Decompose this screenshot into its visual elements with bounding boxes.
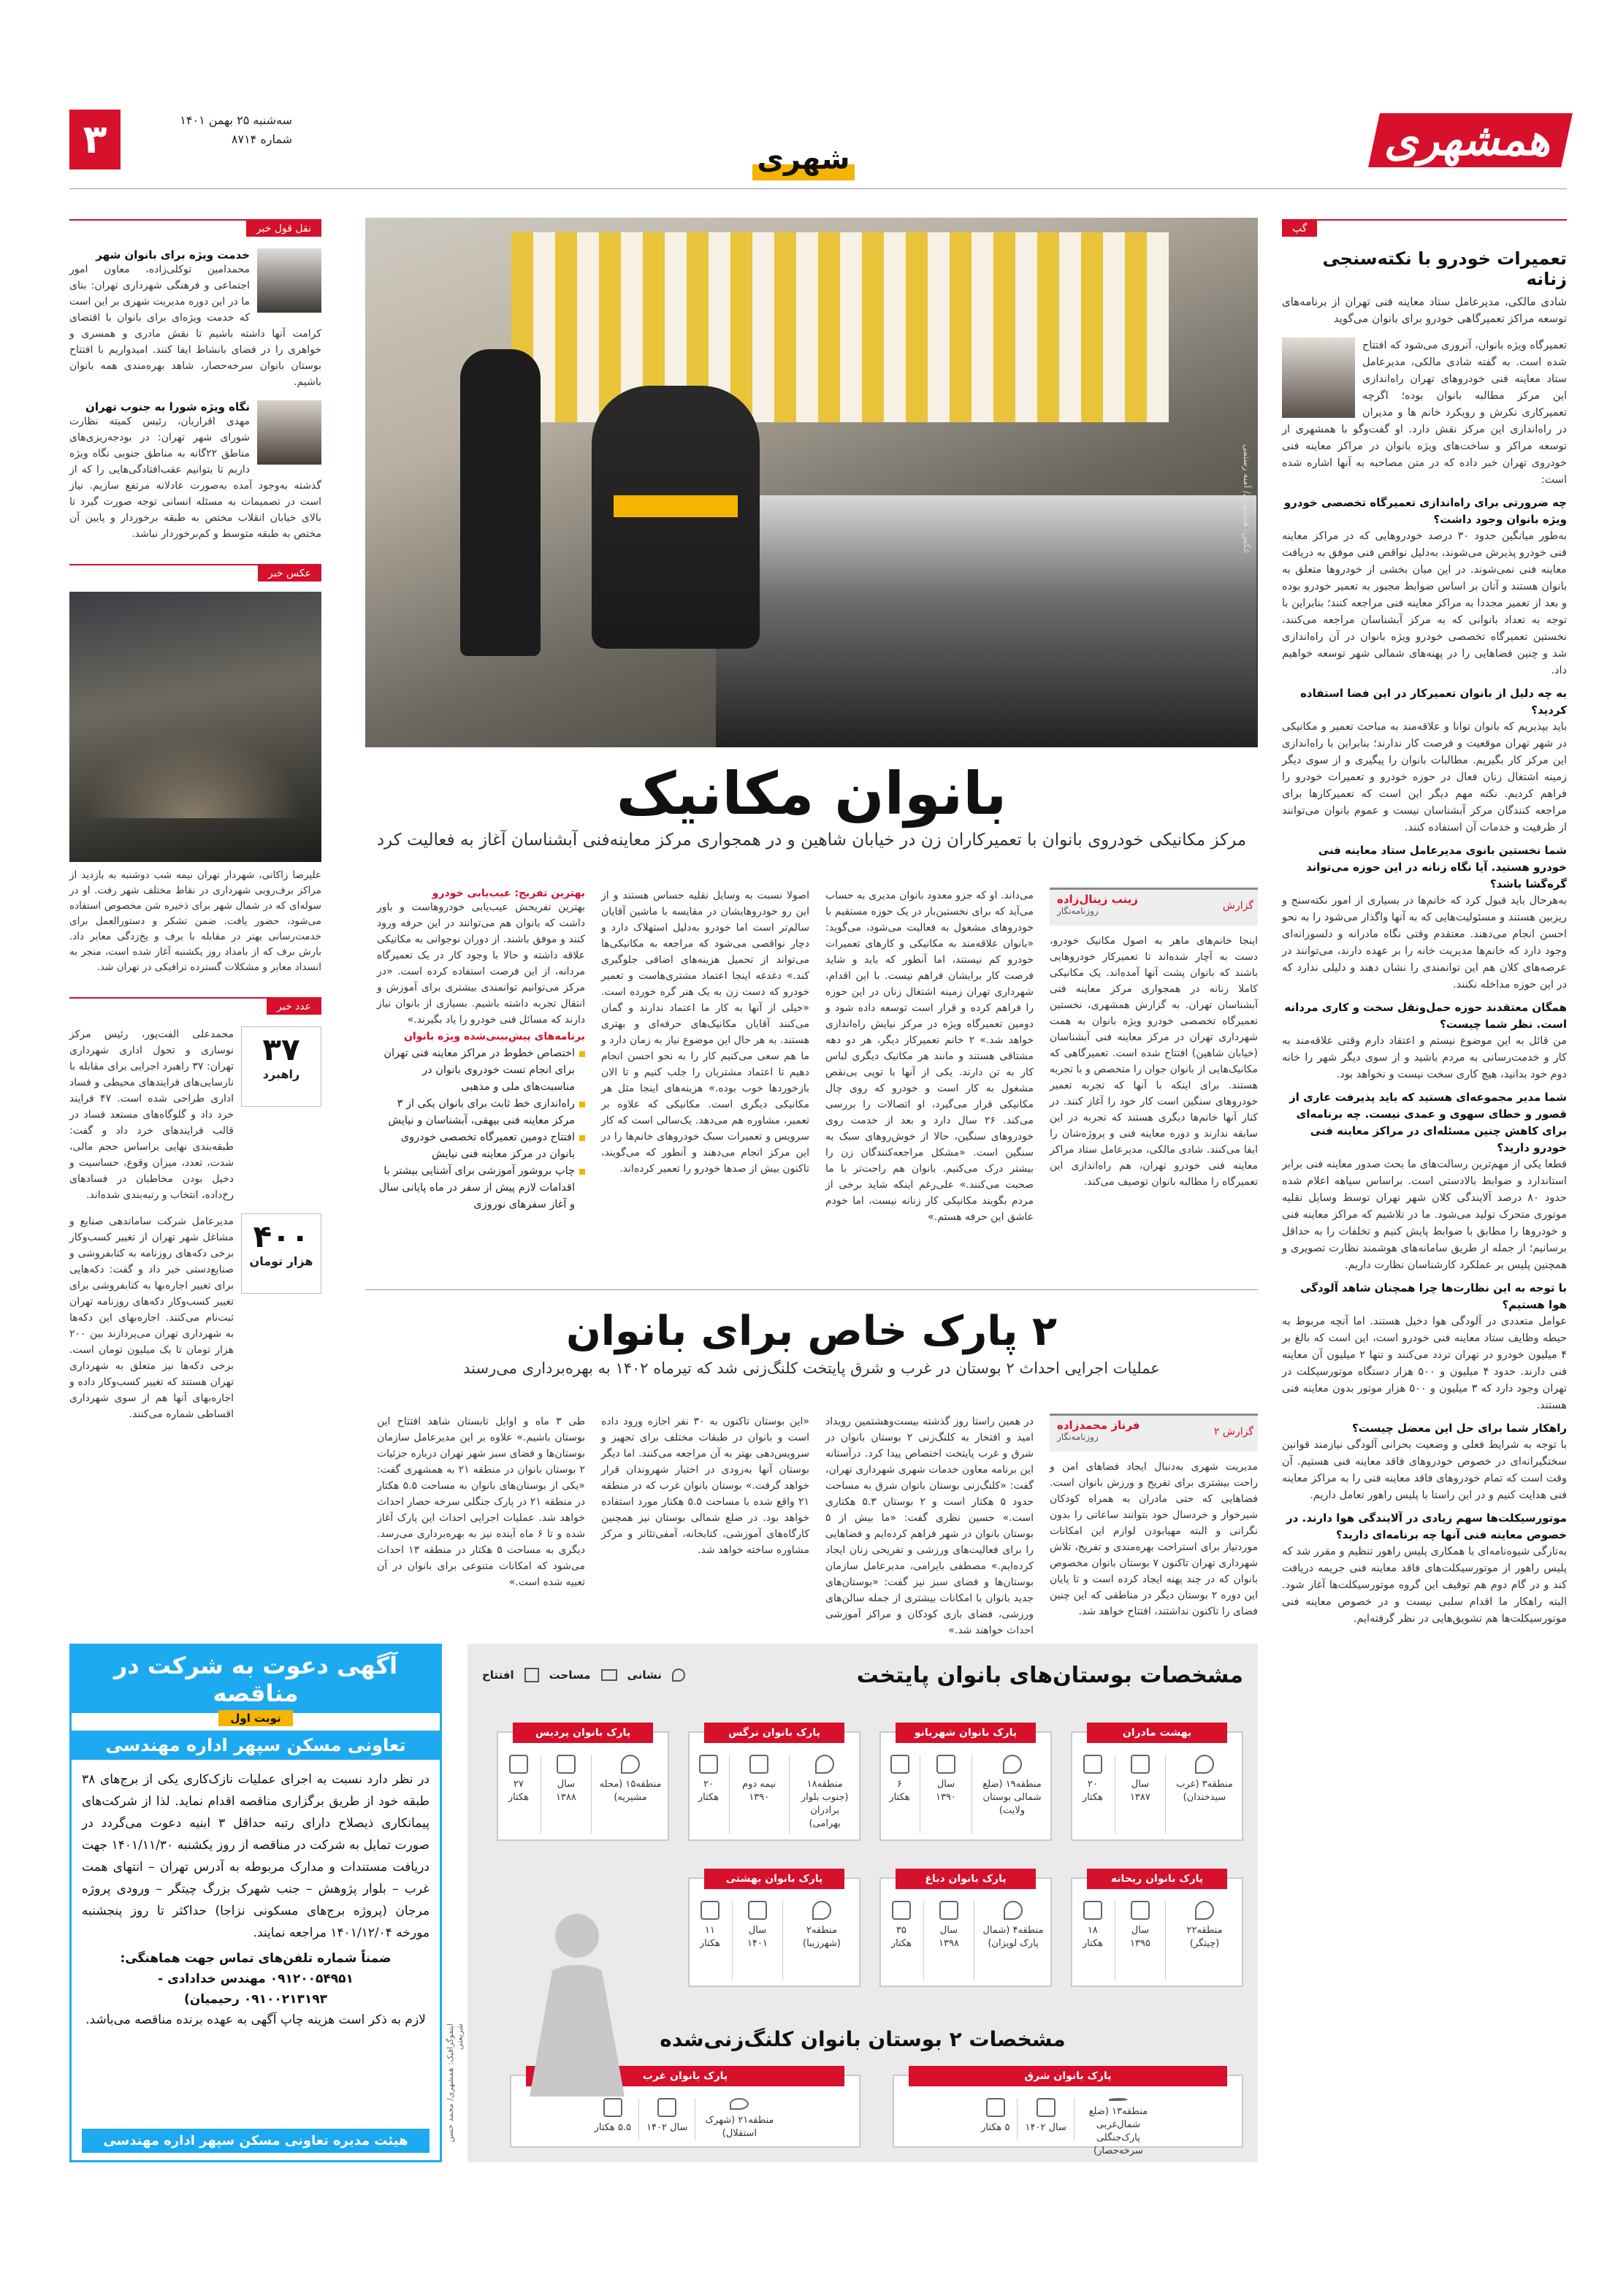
pin-icon — [1003, 1755, 1022, 1774]
park-area-col — [1078, 1901, 1107, 1980]
area-icon — [1083, 1901, 1102, 1920]
pin-icon — [815, 1755, 834, 1774]
calendar-icon — [936, 1755, 955, 1774]
park-col-text: طی ۳ ماه و اوایل تابستان شاهد افتتاح این بوستان باشیم.» علاوه بر این مدیرعامل سازمان بوستان‌ها و فضای سبز شهر تهران درباره جزئیات ۲ بوستان بانوان در منطقه ۲۱ به همشهری گفت: «یکی از بوستان‌های بانوان به مساحت ۵.۵ هکتار در منطقه ۲۱ در پارک جنگلی سرخه حصار احداث خواهد شد. عملیات اجرایی احداث این پارک آغاز شده و تا ۶ ماه آینده نیز به بهره‌برداری می‌رسد. دیگری به مساحت ۵ هکتار در منطقه ۱۳ احداث می‌شود که امکانات متنوعی برای بانوان در آن تعبیه شده است.» — [377, 1416, 586, 1588]
park-details — [695, 1755, 853, 1834]
pin-icon — [730, 2098, 749, 2110]
park-details — [900, 2098, 1236, 2156]
park-year-col — [737, 1755, 782, 1834]
legend-area-icon — [601, 1669, 617, 1681]
info-legend — [482, 1668, 685, 1682]
main-subhead: مرکز مکانیکی خودروی بانوان با تعمیرکاران زن در خیابان شاهین و در همجواری مرکز معاینه‌فنی آبشناسان آغاز به فعالیت کرد — [376, 831, 1247, 850]
park-name: پارک بانوان شرق — [909, 2066, 1227, 2086]
park-address-col — [1082, 2098, 1155, 2156]
interview-title: تعمیرات خودرو با نکته‌سنجی زنانه — [1322, 248, 1567, 289]
col4-heading: بهترین تفریح: عیب‌یابی خودرو — [432, 888, 585, 899]
separator — [732, 1901, 733, 1980]
qa-question: شما مدیر مجموعه‌ای هستید که باید پذیرفت عاری از قصور و خطای سهوی و عمدی نیست. چه برنامه‌ای برای کاهش چنین مسئله‌ای در مراکز معاینه فنی خودرو دارید؟ — [1289, 1091, 1567, 1154]
park-area-col — [887, 1755, 912, 1834]
program-item: راه‌اندازی خط ثابت برای بانوان یکی از ۳ مرکز معاینه فنی بیهقی، آبشناسان و نیایش — [377, 1096, 585, 1129]
park-year: سال ۱۳۹۸ — [938, 1925, 959, 1949]
park-year-col — [928, 1755, 964, 1834]
quote-tag-bar — [69, 219, 321, 238]
park-year-col — [1123, 1755, 1158, 1834]
main-col-1 — [1050, 888, 1258, 1275]
ad-contact-label: ضمناً شماره تلفن‌های تماس جهت هماهنگی: — [120, 1951, 392, 1966]
park-col-text: «این بوستان تاکنون به ۳۰ نفر اجازه ورود داده است و بانوان در طبقات مختلف برای تجهیز و سرویس‌دهی بهتر به آن مراجعه می‌کنند. اما دیگر بوستان آنها به‌زودی در اختیار شهروندان قرار خواهد گرفت.» بوستان بانوان غرب که در منطقه ۲۱ واقع شده با مساحت ۵.۵ هکتار مورد استفاده خواهد بود. در ضلع شمالی بوستان نیز همچنین کارگاه‌های آموزشی، کتابخانه، آمفی‌تئاتر و مرکز مشاوره ساخته خواهد شد. — [601, 1416, 809, 1556]
park-address-col — [790, 1901, 853, 1980]
park-name: پارک بانوان دباغ — [896, 1869, 1036, 1889]
park-col-text: در همین راستا روز گذشته بیست‌و‌هشتمین رویداد امید و افتخار به کلنگ‌زنی ۲ بوستان بانوان در شرق و غرب پایتخت اختصاص پیدا کرد. درآستانه این برنامه معاون خدمات شهری شهرداری تهران، گفت: «کلنگ‌زنی بوستان بانوان شرق به مساحت حدود ۵ هکتار است و ۲ بوستان ۵.۳ هکتاری است.» حسین نظری گفت: «ما بیش از ۵ بوستان بانوان در شهر فراهم کرده‌ایم و فضاهایی را برای فعالیت‌های ورزشی و تفریحی زنان ایجاد کرده‌ایم.» مصطفی بایرامی، مدیرعامل سازمان بوستان‌ها و فضای سبز نیز گفت: «بوستان‌های جدید بانوان با امکانات بیشتری از جمله سالن‌های ورزشی، فضای بازی کودکان و مراکز آموزشی احداث خواهند شد.» — [825, 1416, 1034, 1636]
park-year: سال ۱۴۰۱ — [747, 1925, 768, 1949]
main-col-text: اصولا نسبت به وسایل نقلیه حساس هستند و از این رو خودروهایشان در مقایسه با ماشین آقایان سالم‌تر است اما خودرو به‌دلیل استهلاک دارد و دچار نواقصی می‌شود که مراجعه به مکانیکی‌ها می‌تواند از تحمیل هزینه‌های اضافی جلوگیری کند.» دغدغه اینجا اعتماد مشتری‌هاست و تعمیر خودرو که دست زن به یک هنر گره خورده است. «خیلی از آنها به کار ما اعتماد ندارند و گمان می‌کنند آقایان مکانیک‌های حرفه‌ای و بهتری هستند. به هر حال این موضوع نیاز به زمان دارد و ما هم سعی می‌کنیم کار را به نحو احسن انجام دهیم تا اعتماد مشتریان را جلب کنیم و تا الان بازخوردها خوب بوده.» هزینه‌های اینجا مثل هر مکانیکی دیگری است. مکانیکی که علاوه بر تعمیر، مشاوره هم می‌دهد. یک‌سالی است که کار سرویس و تعمیرات سبک خودروهای خانم‌ها را در این مرکز انجام می‌دهند و آنطور که می‌گویند، تاکنون بیش از صدها خودرو را تعمیر کرده‌اند. — [601, 890, 809, 1175]
park-year: سال ۱۴۰۲ — [1025, 2122, 1066, 2133]
ad-phone-2: ۰۹۱۰۰۲۱۳۱۹۳ رحیمیان) — [183, 1992, 328, 2007]
park-address: منطقه۲ (شهرزیبا) — [803, 1925, 841, 1949]
park-byline-box — [1050, 1414, 1258, 1452]
story-tag: گزارش — [1222, 900, 1253, 912]
photo-shelves — [511, 232, 1169, 422]
qa-question: موتورسیکلت‌ها سهم زیادی در آلایندگی هوا دارند. در خصوص معاینه فنی آنها چه برنامه‌ای دارید؟ — [1286, 1511, 1567, 1541]
park-area-col — [1078, 1755, 1107, 1834]
park-col-text: مدیریت شهری به‌دنبال ایجاد فضاهای امن و راحت بیشتری برای تفریح و ورزش بانوان است. فضاهایی که حتی مادران به همراه کودکان شیرخوار و خردسال خود بتوانند ساعاتی را بدون نگرانی و البته مهیابودن لوازم این امکانات مورد‌نیاز برای استراحت بهره‌مندی و تفریح، تلاش شهرداری تهران تاکنون ۷ بوستان بانوان مخصوص بانوان که در چند پهنه ایجاد کرده است و تا پایان این دوره ۲ بوستان دیگر در مناطقی که این چنین فضای را تاکنون نداشتند، افتتاح خواهد شد. — [1050, 1461, 1258, 1617]
park-address-col — [982, 1901, 1045, 1980]
park-address-col — [703, 2098, 776, 2140]
park-details — [1078, 1901, 1236, 1980]
interview-intro: تعمیرگاه ویژه بانوان، آنروزی می‌شود که افتتاح شده است. به گفته شادی مالکی، مدیرعامل ستاد معاینه فنی خودروهای تهران راه‌اندازی این مرکز مطالبه بانوان بوده؛ اگرچه تعمیرکاری نکرش و رویکرد خانم ها و مدیران در راه‌اندازی این مرکز نقش دارد. او گفت‌وگو با همشهری از توسعه مراکز و ساخت‌های ویژه بانوان در مراکز معاینه فنی خودروی تهران خبر داده که در متن مصاحبه به آنها اشاره شده است: — [1282, 340, 1567, 486]
qa-answer: با توجه به شرایط فعلی و وضعیت بحرانی آلودگی نیازمند قوانین سختگیرانه‌ای در خصوص خودروهای فاقد معاینه فنی هستیم. آن وقت است که تمام خودروهای فاقد معاینه فنی را به مراکز معاینه فنی هدایت کنیم و در این راستا با پلیس راهور تعامل داریم. — [1282, 1439, 1567, 1501]
byline — [1057, 893, 1138, 916]
byline-name: زینب زینال‌زاده — [1057, 893, 1138, 906]
park-name: پارک بانوان ریحانه — [1087, 1869, 1227, 1889]
number-text: مدیرعامل شرکت ساماندهی صنایع و مشاغل شهر تهران از تغییر کسب‌وکار برخی دکه‌های روزنامه به کتابفروشی و صنایع‌دستی خبر داد و گفت: دکه‌هایی برای تغییر اجاره‌بها به کتابفروشی برای تغییر کسب‌وکار دکه‌های روزنامه تهران ثبت‌نام می‌کنند. اجاره‌بهای این دکه‌ها به شهرداری تهران می‌پردازند بین ۲۰۰ هزار تومان تا یک میلیون تومان است. برخی دکه‌ها نیز متعلق به شهرداری تهران هستند که تغییر کسب‌وکار داده و اجاره‌بهای آنها هم از سوی شهرداری اقساطی شماره می‌کنند. — [69, 1216, 234, 1420]
info-title-2: مشخصات ۲ بوستان بانوان کلنگ‌زنی‌شده — [660, 2027, 1066, 2051]
issue-info — [131, 111, 292, 149]
main-body — [365, 888, 1258, 1275]
main-col-4 — [377, 888, 585, 1275]
news-photo — [69, 592, 321, 862]
quote-title: نگاه ویژه شورا به جنوب تهران — [85, 400, 250, 413]
park-card — [1071, 1727, 1243, 1841]
legend-calendar-icon — [524, 1668, 539, 1682]
park-body — [365, 1414, 1258, 1636]
separator — [789, 1755, 790, 1834]
park-year: نیمه دوم ۱۳۹۰ — [742, 1779, 776, 1803]
ad-phone-1: ۰۹۱۲۰۰۵۴۹۵۱ مهندس خدادادی - — [158, 1972, 354, 1986]
park-area-col — [595, 2098, 631, 2140]
park-address: منطقه۱۸ (جنوب بلوار برادران بهرامی) — [801, 1779, 849, 1829]
separator — [591, 1755, 592, 1834]
park-details — [887, 1901, 1045, 1980]
park-details — [887, 1755, 1045, 1834]
park-year-col — [646, 2098, 687, 2140]
photo-figure-standing — [460, 349, 541, 656]
quote-item — [69, 248, 321, 390]
right-tag: گپ — [1282, 221, 1317, 237]
park-name: پارک بانوان غرب — [526, 2066, 844, 2086]
park-area: ۶ هکتار — [889, 1779, 910, 1803]
header-rule — [69, 188, 1567, 189]
qa-answer: به‌تازگی شیوه‌نامه‌ای با همکاری پلیس راهور تنظیم و مقرر شد که پلیس راهور از موتورسیکلت‌های فاقد معاینه فنی جریمه دریافت کند و در گام دوم هم توقیف این گروه موتورسیکلت‌ها آغاز شود. البته راهکار ما اقدام سلبی نیست و در خصوص معاینه فنی موتورسیکلت‌ها هم تشویق‌هایی در نظر گرفته‌ایم. — [1282, 1546, 1567, 1625]
number-box — [241, 1026, 321, 1107]
park-address-col — [796, 1755, 853, 1834]
program-item: افتتاح دومین تعمیرگاه تخصصی خودروی بانوان در مرکز معاینه فنی نیایش — [377, 1129, 585, 1163]
park-area-col — [695, 1755, 722, 1834]
park-address: منطقه۲۱ (شهرک استقلال) — [705, 2115, 774, 2139]
photo-tag: عکس خبر — [258, 565, 321, 581]
park-area: ۲۰ هکتار — [698, 1779, 719, 1803]
number-value: ۳۷ — [262, 1031, 300, 1067]
main-col-text: اینجا خانم‌های ماهر به اصول مکانیک خودرو، دست به آچار شده‌اند تا تعمیرکار خودروهایی باشند که بانوان پشت آنها آمده‌اند. یک مکانیکی کاملا زنانه در همجواری مرکز معاینه فنی آبشناسان تهران. به گزارش همشهری، نخستین تعمیرگاه تخصصی خودرو ویژه بانوان به همت شهرداری تهران در مرکز معاینه فنی آبشناسان (خیابان شاهین) افتتاح شده است. تعمیرگاهی که مکانیک‌هایی از بانوان جوان را متخصص و با تجربه هستند. برای اینکه با آنها که تجربه تعمیر خودروهای سنگین است کار خود را آغاز کنند. در کنار آنها خانم‌ها دیگری هستند که تجربه در این سابقه ندارند و دوره معاینه فنی و پروژه‌شان را ایفا می‌کنند. شادی مالکی، مدیرعامل ستاد مراکز معاینه فنی خودرو تهران، هم راه‌اندازی این تعمیرگاه را مطالبه بانوان توصیف می‌کند. — [1050, 935, 1258, 1188]
quote-avatar — [257, 400, 321, 465]
interview-intro-wrap — [1282, 337, 1567, 489]
park-headline: ۲ پارک خاص برای بانوان — [565, 1308, 1058, 1355]
area-icon — [701, 1901, 719, 1920]
qa-question: راهکار شما برای حل این معضل چیست؟ — [1352, 1422, 1567, 1435]
park-address: منطقه۱۳ (ضلع شمال‌غربی پارک‌جنگلی سرخه‌حصار) — [1088, 2106, 1148, 2156]
park-address-col — [980, 1755, 1045, 1834]
number-text: محمدعلی الفت‌پور، رئیس مرکز نوسازی و تحول اداری شهرداری تهران: ۳۷ راهبرد اجرایی برای مقابله با نارسایی‌های فرایندهای محیطی و فساد اداری طراحی شده است. ۴۷ فرایند خرد داد و گلوگاه‌های مستعد فساد در قالب فرایندهای خرد داد و گفت: طبقه‌بندی نهایی براساس حجم مالی، شدت، تعدد، میزان وقوع، حساسیت و دخیل بودن مخاطبان در فسادهای رخ‌داده، انتخاب و رتبه‌بندی شده‌اند. — [69, 1029, 234, 1201]
calendar-icon — [749, 1755, 768, 1774]
woman-figure-head-icon — [555, 1914, 599, 1958]
num-tag-bar — [69, 997, 321, 1016]
number-unit: هزار تومان — [249, 1254, 313, 1268]
pin-icon — [812, 1901, 831, 1920]
park-byline — [1057, 1419, 1140, 1442]
park-year-col — [1123, 1901, 1158, 1980]
park-col-1 — [1050, 1414, 1258, 1625]
separator — [782, 1901, 783, 1980]
park-year: سال ۱۳۹۰ — [936, 1779, 956, 1803]
park-details — [1078, 1755, 1236, 1834]
qa-answer: باید بپذیریم که بانوان توانا و علاقه‌مند به مباحث تعمیر و مکانیکی در شهر تهران موقعیت و فرصت کار ندارند؛ بنابراین با راه‌اندازی این مرکز کار بگیریم. مطالبات بانوان را پیگیری و از سوی دیگر زمینه اشتغال زنان فعال در حوزه خودرو و تعمیرات خودرو را فراهم کردیم. نکته مهم دیگر این است که تعمیرکارها برای مراجعه کنندگان مرکز آبشناسان نیست و عموم بانوان می‌توانند از ظرفیت و خدمات آن استفاده کنند. — [1282, 721, 1567, 834]
number-item — [69, 1026, 321, 1203]
area-icon — [1083, 1755, 1102, 1774]
park-address-col — [1173, 1901, 1236, 1980]
calendar-icon — [657, 2098, 676, 2117]
park-byline-name: فرناز محمدزاده — [1057, 1419, 1140, 1432]
program-item: اختصاص خطوط در مراکز معاینه فنی تهران برای انجام تست خودروی بانوان در مناسبت‌های ملی و مذهبی — [377, 1045, 585, 1096]
park-name: پارک بانوان پردیس — [513, 1723, 653, 1743]
separator — [923, 1901, 924, 1980]
park-area: ۳۵ هکتار — [890, 1925, 912, 1949]
photo-uniform-stripe — [614, 495, 738, 517]
separator — [729, 1755, 730, 1834]
calendar-icon — [1037, 2098, 1056, 2117]
section-title: شهری — [757, 142, 850, 176]
photo-figure-mechanic — [592, 386, 760, 649]
program-heading: برنامه‌های پیش‌بینی‌شده ویژه بانوان — [403, 1031, 585, 1042]
main-photo — [365, 218, 1258, 747]
ad-note: لازم به ذکر است هزینه چاپ آگهی به عهده برنده مناقصه می‌باشد. — [85, 2013, 426, 2027]
brand-logo: همشهری — [1369, 113, 1573, 167]
interview-lead: شادی مالکی، مدیرعامل ستاد معاینه فنی تهران از برنامه‌های توسعه مراکز تعمیرگاهی خودرو برای بانوان می‌گوید — [1282, 295, 1567, 325]
qa-answer: به‌هرحال باید قبول کرد که خانم‌ها در بسیاری از امور نکته‌سنج و ریزبین هستند و مسئولیت‌هایی که به آنها واگذار می‌شود را به نحو احسن انجام می‌دهند. معتقدم وقتی نگاه مادرانه و دلسوزانه‌ای وجود دارد که خانم‌ها مدیریت خانه را بر عهده دارند، می‌توانند در عرصه‌های کلان هم این توانمندی را نشان دهند و دلیلی ندارد که در این حوزه مداخله نکنند. — [1282, 895, 1567, 991]
separator — [1165, 1901, 1166, 1980]
info-title-1: مشخصات بوستان‌های بانوان پایتخت — [856, 1662, 1243, 1688]
quote-avatar — [257, 248, 321, 313]
photo-tag-bar — [69, 564, 321, 583]
number-item — [69, 1213, 321, 1422]
quote-item — [69, 400, 321, 542]
calendar-icon — [1131, 1755, 1150, 1774]
park-area-col — [504, 1755, 533, 1834]
separator — [1165, 1755, 1166, 1834]
interviewee-photo — [1282, 337, 1355, 418]
qa-question: همگان معتقدند حوزه حمل‌ونقل سخت و کاری مردانه است. نظر شما چیست؟ — [1284, 1001, 1567, 1031]
byline-box — [1050, 888, 1258, 926]
masthead-logo — [1304, 113, 1567, 172]
calendar-icon — [748, 1901, 767, 1920]
park-card — [497, 1727, 669, 1841]
main-headline-wrap — [365, 760, 1258, 850]
page-number: ۳ — [69, 110, 121, 169]
park-card — [1071, 1873, 1243, 1987]
legend-address: نشانی — [627, 1668, 662, 1682]
park-year: سال ۱۳۹۵ — [1129, 1925, 1150, 1949]
legend-opening: افتتاح — [482, 1668, 514, 1682]
pin-icon — [1004, 1901, 1023, 1920]
park-name: پارک بانوان شهربانو — [896, 1723, 1036, 1743]
area-icon — [603, 2098, 622, 2117]
right-tag-bar — [1282, 219, 1567, 238]
qa-answer: من قائل به این موضوع نیستم و اعتقاد دارم وقتی علاقه‌مند به کار و خدمت‌رسانی به مردم باشید و از سوی دیگر شهر را خانه دوم خود بدانید، هیچ کاری سخت نیست و نخواهد بود. — [1282, 1035, 1567, 1080]
number-value: ۴۰۰ — [253, 1218, 310, 1254]
area-icon — [892, 1901, 911, 1920]
park-card — [688, 1873, 860, 1987]
qa-answer: قطعا یکی از مهم‌ترین رسالت‌های ما بحث صدور معاینه فنی برابر استاندارد و ضوابط بالادستی است. براساس سیاهه اعلام شده حدود ۸۰ درصد آلایندگی کلان شهر تهران توسط وسایل نقلیه موتوری متحرک تولید می‌شود. ما در تلاشیم که مراکز معاینه فنی و خودروها را مطابق با ضوابط پایش کنیم و تخلفات را به حداقل برسانیم؛ از جمله از طریق سامانه‌های هوشمند نظارت تصویری و همچنین پلیس بر عملکرد کارشناسان نظارت داریم. — [1282, 1159, 1567, 1271]
park-tag: گزارش ۲ — [1213, 1426, 1253, 1438]
park-area: ۵.۵ هکتار — [594, 2122, 632, 2133]
qa-answer: به‌طور میانگین حدود ۳۰ درصد خودروهایی که در مراکز معاینه فنی خودرو پذیرش می‌شوند، به‌دلیل نواقص فنی موفق به دریافت معاینه فنی نمی‌شوند. در این میان بخشی از خودروها متعلق به بانوان هستند و آنان بر اساس ضوابط مجبور به تعمیر خودرو بوده و بعد از تعمیر مجددا به مراکز معاینه فنی مراجعه کنند؛ بنابراین با توجه به تعداد بانوانی که به مرکز آبشناسان مراجعه می‌کنند، نخستین تعمیرگاه تخصصی خودرو ویژه بانوان در آن راه‌اندازی شد و چنین فضاهایی را در پهنه‌های شمالی شهر توسعه خواهیم داد. — [1282, 530, 1567, 676]
park-headline-wrap — [365, 1308, 1258, 1377]
park-details — [504, 1755, 662, 1834]
area-icon — [986, 2098, 1005, 2117]
pin-icon — [621, 1755, 640, 1774]
photo-car — [716, 495, 1256, 747]
park-address-col — [599, 1755, 662, 1834]
infographic — [446, 1644, 1258, 2162]
park-address-col — [1173, 1755, 1236, 1834]
park-area: ۲۰ هکتار — [1082, 1779, 1104, 1803]
number-unit: راهبرد — [262, 1067, 300, 1081]
park-year: سال ۱۳۸۸ — [555, 1779, 576, 1803]
program-item: چاپ بروشور آموزشی برای آشنایی بیشتر با اقدامات لازم پیش از سفر در ماه پایانی سال و آغاز سفرهای نوروزی — [377, 1163, 585, 1213]
qa-question: با توجه به این نظارت‌ها چرا همچنان شاهد آلودگی هوا هستیم؟ — [1300, 1281, 1567, 1311]
park-card — [688, 1727, 860, 1841]
qa-list — [1282, 495, 1567, 1628]
quote-text: مهدی اقراریان، رئیس کمیته نظارت شورای شهر تهران: در بودجه‌ریزی‌های مناطق ۲۲گانه به مناطق جنوبی نگاه ویژه داریم تا بتوانیم عقب‌افتادگی‌هایی را که از گذشته به‌وجود آمده به‌صورت عادلانه مرتفع سازیم. نیاز است در تصمیمات به مسئله انسانی توجه صورت گیرد تا بالای خیابان انقلاب مختص به طبقه برخوردار و پایین آن مختص به طبقه متوسط و کم‌برخوردار نباشد. — [69, 416, 321, 540]
ad-org: تعاونی مسکن سپهر اداره مهندسی — [72, 1731, 440, 1760]
park-details — [695, 1901, 853, 1980]
number-box — [241, 1213, 321, 1294]
issue-date: سه‌شنبه ۲۵ بهمن ۱۴۰۱ — [180, 113, 292, 127]
park-name: بهشت مادران — [1087, 1723, 1227, 1743]
right-column — [1282, 219, 1567, 1628]
main-col-text: بهترین تفریحش عیب‌یابی خودروهاست و باور داشت که بانوان هم می‌توانند در این حرفه ورود کنند و موفق باشند. از دوران نوجوانی به مکانیکی علاقه داشته و حالا با وجود کار در یک تعمیرگاه مردانه، از این فرصت استفاده کرده است. «در مرکز می‌توانیم توانمندی بیشتری برای آموزش و انتقال تجربه داشته باشیم. بسیاری از بانوان نیاز دارند که مسائل فنی خودرو را یاد بگیرند.» — [377, 901, 585, 1026]
ad-body: در نظر دارد نسبت به اجرای عملیات نازک‌کاری یکی از برج‌های ۳۸ طبقه خود از طریق برگزاری مناقصه اقدام نماید. لذا از شرکت‌های پیمانکاری ذیصلاح دارای رتبه حداقل ۳ ابنیه دعوت می‌گردد در صورت تمایل به شرکت در مناقصه از روز یکشنبه ۱۴۰۱/۱۱/۳۰ جهت دریافت مستندات و مدارک مربوطه به آدرس تهران – انتهای همت غرب – بلوار پژوهش – جنب شهرک بزرگ چیتگر – ورودی پروژه مرجان (پروژه برج‌های مسکونی نزاجا) حداکثر تا روز پنجشنبه مورخه ۱۴۰۱/۱۲/۰۴ مراجعه نمایند. — [82, 1772, 430, 1940]
pin-icon — [1195, 1755, 1214, 1774]
park-subhead: عملیات اجرایی احداث ۲ بوستان در غرب و شرق پایتخت کلنگ‌زنی شد که تیرماه ۱۴۰۲ به بهره‌برداری می‌رسند — [463, 1359, 1160, 1377]
park-address: منطقه۴ (شمال پارک لویزان) — [982, 1925, 1044, 1949]
park-card — [879, 1727, 1052, 1841]
main-headline: بانوان مکانیک — [616, 760, 1007, 828]
area-icon — [699, 1755, 718, 1774]
ad-round-wrap — [72, 1710, 440, 1726]
ad-round: نوبت اول — [218, 1710, 292, 1726]
park-year-col — [1025, 2098, 1066, 2140]
qa-answer: عوامل متعددی در آلودگی هوا دخیل هستند. اما آنچه مربوط به حیطه وظایف ستاد معاینه فنی خودرو است، این است که بالغ بر ۴ میلیون خودرو در تهران تردد می‌کنند و تنها ۲ میلیون آن معاینه فنی دارند. حدود ۴ میلیون و ۵۰۰ هزار دستگاه موتورسیکلت در تهران وجود دارد که ۳ میلیون و ۵۰۰ هزار موتور بدون معاینه فنی هستند. — [1282, 1316, 1568, 1411]
qa-question: چه ضرورتی برای راه‌اندازی تعمیرگاه تخصصی خودرو ویژه بانوان وجود داشت؟ — [1283, 496, 1567, 526]
park-address: منطقه۲۲ (چیتگر) — [1186, 1925, 1223, 1949]
separator — [1017, 2098, 1018, 2140]
tender-ad — [69, 1644, 442, 2162]
area-icon — [509, 1755, 528, 1774]
ad-title: آگهی دعوت به شرکت در مناقصه — [72, 1646, 440, 1713]
section-title-wrap — [730, 142, 877, 186]
park-card — [893, 2070, 1243, 2156]
park-year: سال ۱۴۰۲ — [646, 2122, 688, 2133]
calendar-icon — [1131, 1901, 1150, 1920]
separator — [638, 2098, 639, 2140]
quote-title: خدمت ویژه برای بانوان شهر — [96, 248, 250, 262]
park-area-col — [887, 1901, 916, 1980]
park-year-col — [931, 1901, 966, 1980]
issue-number: شماره ۸۷۱۴ — [231, 132, 292, 146]
park-area: ۱۸ هکتار — [1082, 1925, 1104, 1949]
news-photo-crowd — [84, 731, 303, 818]
legend-address-icon — [672, 1668, 685, 1682]
park-year-col — [549, 1755, 584, 1834]
park-byline-role: روزنامه‌نگار — [1057, 1432, 1099, 1442]
ad-contact — [72, 1948, 440, 2030]
pin-icon — [1195, 1901, 1214, 1920]
calendar-icon — [557, 1755, 576, 1774]
byline-role: روزنامه‌نگار — [1057, 906, 1099, 916]
park-name: پارک بانوان بهشتی — [704, 1869, 844, 1889]
calendar-icon — [939, 1901, 958, 1920]
park-year-col — [740, 1901, 775, 1980]
park-area: ۱۱ هکتار — [699, 1925, 721, 1949]
park-card — [879, 1873, 1052, 1987]
story-divider — [365, 1289, 1258, 1290]
park-area-col — [981, 2098, 1009, 2140]
left-column — [69, 219, 321, 1422]
park-area: ۵ هکتار — [981, 2122, 1010, 2133]
qa-question: به چه دلیل از بانوان تعمیرکار در این فضا استفاده کردید؟ — [1300, 687, 1567, 717]
park-name: پارک بانوان نرگس — [704, 1723, 844, 1743]
info-credit: اینفوگرافیک: همشهری/ محمد حسن شریعتی — [446, 2024, 465, 2143]
quote-text: محمدامین توکلی‌زاده، معاون امور اجتماعی و فرهنگی شهرداری تهران: بنای ما در این دوره مدیریت شهری بر این است که خدمت ویژه‌ای برای بانوان با اقتضای کرامت آنها داشته باشیم تا نقش مادری و همسری و خواهری را در فضای بانشاط ایفا کنند. امیدواریم با افتتاح بوستان بانوان سرخه‌حصار، شاهد بهره‌مندی همه بانوان باشیم. — [69, 264, 321, 388]
park-address: منطقه۱۵ (محله مشیریه) — [599, 1779, 662, 1803]
park-address: منطقه۱۹ (ضلع شمالی بوستان ولایت) — [982, 1779, 1042, 1816]
park-year: سال ۱۳۸۷ — [1129, 1779, 1150, 1803]
park-area-col — [695, 1901, 725, 1980]
legend-area: مساحت — [549, 1668, 591, 1682]
park-area: ۲۷ هکتار — [508, 1779, 530, 1803]
ad-footer: هیئت مدیره تعاونی مسکن سپهر اداره مهندسی — [82, 2129, 430, 2153]
num-tag: عدد خبر — [267, 999, 321, 1015]
park-address: منطقه۳ (غرب سیدخندان) — [1176, 1779, 1233, 1803]
area-icon — [890, 1755, 909, 1774]
main-col-text: می‌داند. او که جزو معدود بانوان مدیری به حساب می‌آید که برای نخستین‌بار در یک حوزه مستقیم با خودروهای مشغول به فعالیت می‌شود، می‌گوید: «بانوان علاقه‌مند به مکانیکی و کارهای تعمیرات خودرو کم نیستند، اما آنطور که باید و شاید فرصت کار برایشان فراهم نیست. با این اقدام، شهرداری تهران زمینه اشتغال زنان در این حوزه را فراهم کرده و قرار است توسعه داده شود و دومین تعمیرگاه ویژه در مرکز نیایش راه‌اندازی خواهد شد.» ۲ خانم تعمیرکار دیگر، هر دو دهه مشتاقی هستند و مانند هر مکانیک دیگری لباس کار به تن دارند. یکی از آنها با توپی بی‌نقص مشغول به کار است و خودرو که روی چال مکانیکی قرار می‌گیرد، او اتصالات را بررسی می‌کند. ۲۶ سال دارد و بعد از خدمت روی خودروهای سنگین، حالا از خوش‌روهای سبک به سنگین است. «مشکل مراجعه‌کنندگان زن را بیشتر درک می‌کنیم. بانوان هم راحت‌تر با ما صحبت می‌کنند.» علی‌رغم اینکه شاید برخی از مردم بگویند مکانیکی کار زنانه نیست، اما خودم عاشق این حرفه هستم.» — [825, 890, 1034, 1223]
pin-icon — [1109, 2098, 1128, 2101]
quote-tag: نقل قول خبر — [246, 221, 321, 237]
info-header — [482, 1658, 1243, 1692]
photo-credit: عکس: همشهری/ آمنه رستمی — [1242, 444, 1252, 554]
qa-question: شما نخستین بانوی مدیرعامل ستاد معاینه فنی خودرو هستید. آیا نگاه زنانه در این حوزه می‌تواند گره‌گشا باشد؟ — [1305, 844, 1567, 890]
program-list — [377, 1045, 585, 1213]
photo-caption: علیرضا زاکانی، شهردار تهران نیمه شب دوشنبه به بازدید از مراکز برف‌روبی شهرداری در نقاط مختلف شهر رفت. او در سوله‌ای که در شمال شهر برای ذخیره شن مخصوص استفاده می‌شود، حضور یافت. ضمن تشکر و دستورالعمل برای خدمت‌رسانی بهتر در مقابله با برف و یخ‌زدگی معابر داد. بارش برف که از بامداد روز یکشنبه آغاز شده است، منجر به انسداد معابر و مشکلات گسترده ترافیکی در تهران شد. — [69, 869, 321, 973]
park-details — [517, 2098, 853, 2140]
